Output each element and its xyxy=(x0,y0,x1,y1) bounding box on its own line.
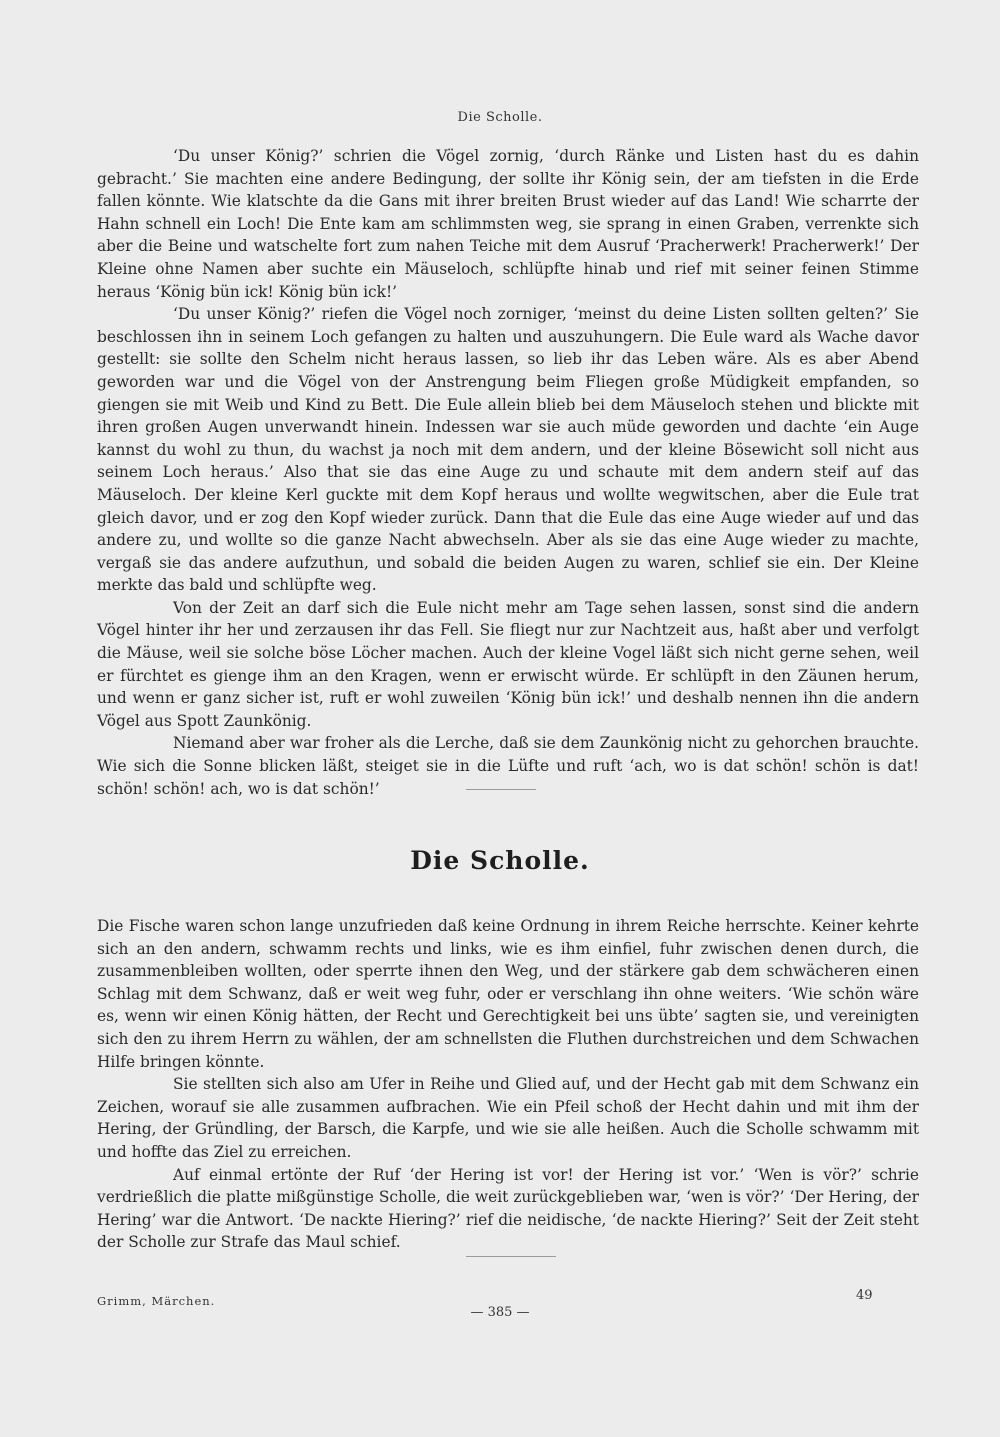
story-text xyxy=(97,915,919,1254)
divider xyxy=(466,1256,556,1257)
story-title: Die Scholle. xyxy=(410,846,590,875)
signature-number: 49 xyxy=(856,1288,873,1303)
paragraph: Niemand aber war froher als die Lerche, daß sie dem Zaunkönig nicht zu gehorchen brauchte. Wie sich die Sonne blicken läßt, steiget sie in die Lüfte und ruft ‘ach, wo is dat schön! schön is dat! schön! schön! ach, wo is dat schön!’ xyxy=(97,734,919,798)
paragraph: Sie stellten sich also am Ufer in Reihe und Glied auf, und der Hecht gab mit dem Schwanz ein Zeichen, worauf sie alle zusammen aufbrachen. Wie ein Pfeil schoß der Hecht dahin und mit ihm der Hering, der Gründling, der Barsch, die Karpfe, und wie sie alle heißen. Auch die Scholle schwamm mit und hoffte das Ziel zu erreichen. xyxy=(97,1075,919,1161)
divider xyxy=(466,789,536,790)
previous-story-text xyxy=(97,145,919,800)
page-number: — 385 — xyxy=(470,1305,530,1320)
paragraph: ‘Du unser König?’ riefen die Vögel noch zorniger, ‘meinst du deine Listen sollten gelten?’ Sie beschlossen ihn in seinem Loch gefangen zu halten und auszuhungern. Die Eule ward als Wache davor gestellt: sie sollte den Schelm nicht heraus lassen, so lieb ihr das Leben wäre. Als es aber Abend geworden war und die Vögel von der Anstrengung beim Fliegen große Müdigkeit empfanden, so giengen sie mit Weib und Kind zu Bett. Die Eule allein blieb bei dem Mäuseloch stehen und blickte mit ihren großen Augen unverwandt hinein. Indessen war sie auch müde geworden und dachte ‘ein Auge kannst du wohl zu thun, du wachst ja noch mit dem andern, und der kleine Bösewicht soll nicht aus seinem Loch heraus.’ Also that sie das eine Auge zu und schaute mit dem andern steif auf das Mäuseloch. Der kleine Kerl guckte mit dem Kopf heraus und wollte wegwitschen, aber die Eule trat gleich davor, und er zog den Kopf wieder zurück. Dann that die Eule das eine Auge wieder auf und das andere zu, und wollte so die ganze Nacht abwechseln. Aber als sie das eine Auge wieder zu machte, vergaß sie das andere aufzuthun, und sobald die beiden Augen zu waren, schlief sie ein. Der Kleine merkte das bald und schlüpfte weg. xyxy=(97,305,919,595)
running-head: Die Scholle. xyxy=(457,110,543,125)
paragraph: Die Fische waren schon lange unzufrieden daß keine Ordnung in ihrem Reiche herrschte. Keiner kehrte sich an den andern, schwamm rechts und links, wie es ihm einfiel, fuhr zwischen denen durch, die zusammenbleiben wollten, oder sperrte ihnen den Weg, und der stärkere gab dem schwächeren einen Schlag mit dem Schwanz, daß er weit weg fuhr, oder er verschlang ihn ohne weiters. ‘Wie schön wäre es, wenn wir einen König hätten, der Recht und Gerechtigkeit bei uns übte’ sagten sie, und vereinigten sich den zu ihrem Herrn zu wählen, der am schnellsten die Fluthen durchstreichen und dem Schwachen Hilfe bringen könnte. xyxy=(97,917,919,1071)
paragraph: ‘Du unser König?’ schrien die Vögel zornig, ‘durch Ränke und Listen hast du es dahin gebracht.’ Sie machten eine andere Bedingung, der sollte ihr König sein, der am tiefsten in die Erde fallen könnte. Wie klatschte da die Gans mit ihrer breiten Brust wieder auf das Land! Wie scharrte der Hahn schnell ein Loch! Die Ente kam am schlimmsten weg, sie sprang in einen Graben, verrenkte sich aber die Beine und watschelte fort zum nahen Teiche mit dem Ausruf ‘Pracherwerk! Pracherwerk!’ Der Kleine ohne Namen aber suchte ein Mäuseloch, schlüpfte hinab und rief mit seiner feinen Stimme heraus ‘König bün ick! König bün ick!’ xyxy=(97,147,919,301)
paragraph: Auf einmal ertönte der Ruf ‘der Hering ist vor! der Hering ist vor.’ ‘Wen is vör?’ schrie verdrießlich die platte mißgünstige Scholle, die weit zurückgeblieben war, ‘wen is vör?’ ‘Der Hering, der Hering’ war die Antwort. ‘De nackte Hiering?’ rief die neidische, ‘de nackte Hiering?’ Seit der Zeit steht der Scholle zur Strafe das Maul schief. xyxy=(97,1165,919,1252)
paragraph: Von der Zeit an darf sich die Eule nicht mehr am Tage sehen lassen, sonst sind die andern Vögel hinter ihr her und zerzausen ihr das Fell. Sie fliegt nur zur Nachtzeit aus, haßt aber und verfolgt die Mäuse, weil sie solche böse Löcher machen. Auch der kleine Vogel läßt sich nicht gerne sehen, weil er fürchtet es gienge ihm an den Kragen, wenn er erwischt würde. Er schlüpft in den Zäunen herum, und wenn er ganz sicher ist, ruft er wohl zuweilen ‘König bün ick!’ und deshalb nennen ihn die andern Vögel aus Spott Zaunkönig. xyxy=(97,598,919,730)
footer-source: Grimm, Märchen. xyxy=(97,1294,216,1308)
